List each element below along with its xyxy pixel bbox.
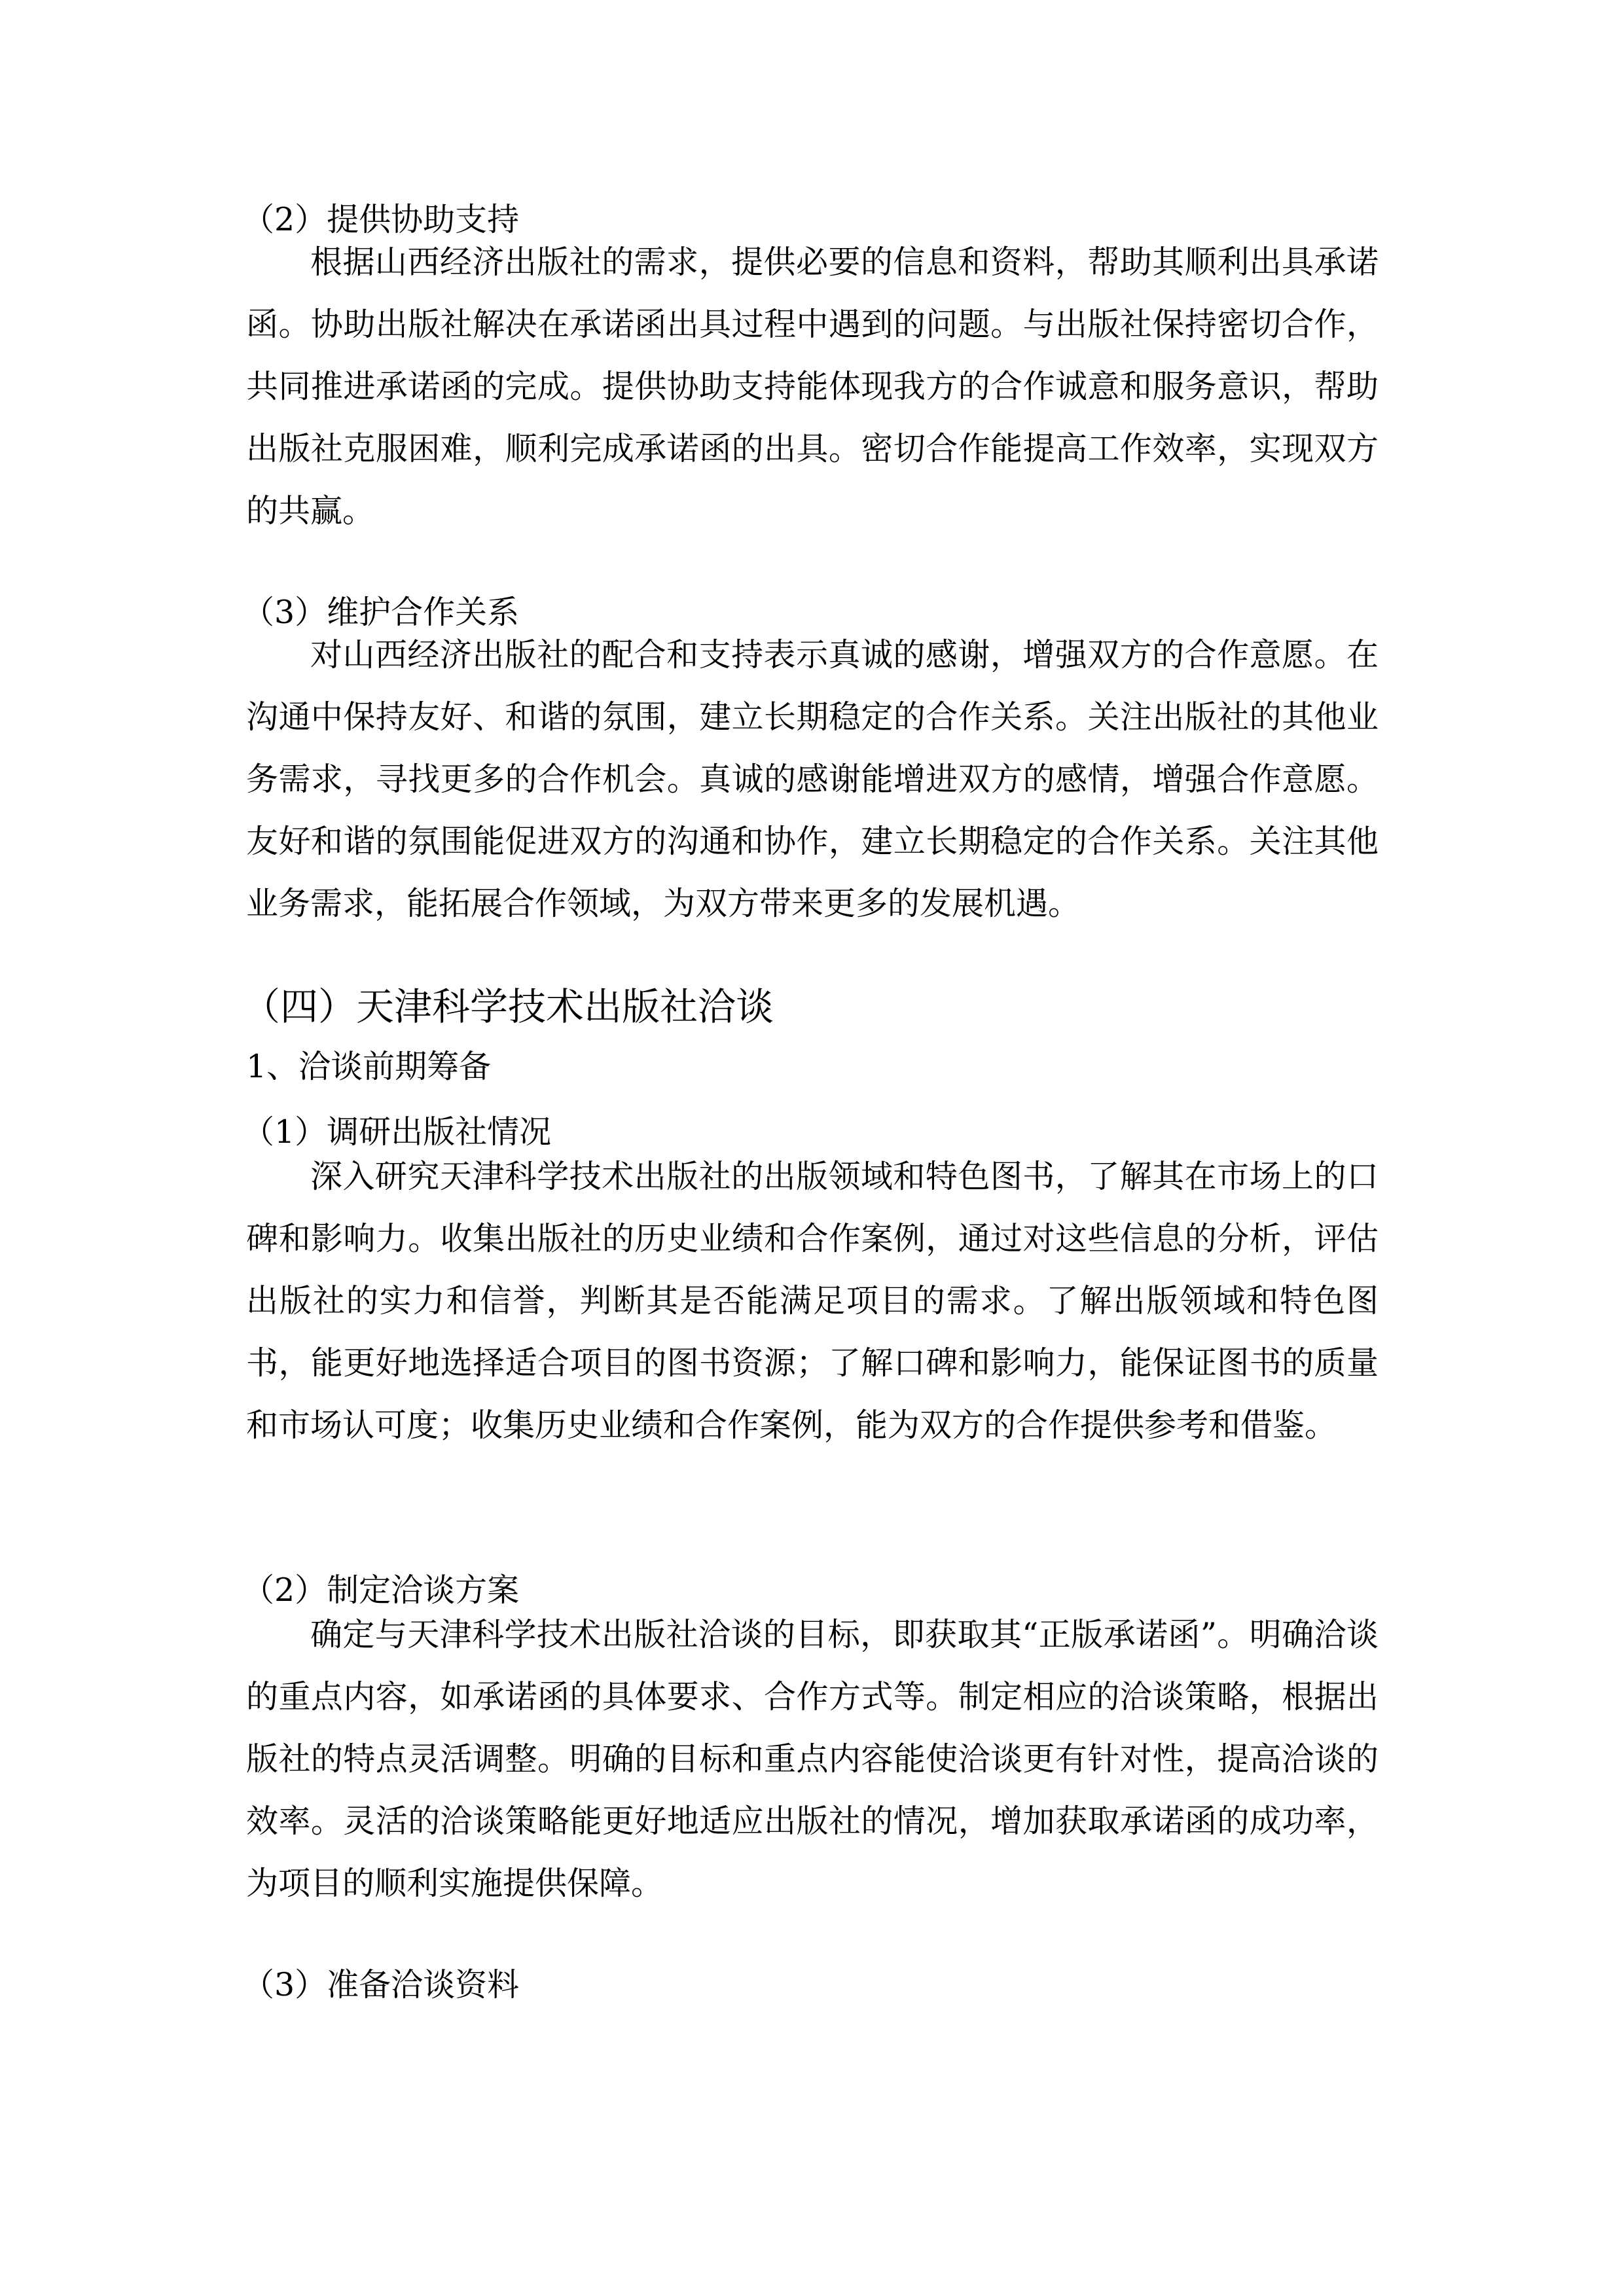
subheading-prepare-materials: （3）准备洽谈资料 bbox=[242, 1966, 520, 2003]
part-heading-preparation: 1、洽谈前期筹备 bbox=[246, 1048, 492, 1085]
paragraph-maintain-relationship: 对山西经济出版社的配合和支持表示真诚的感谢，增强双方的合作意愿。在沟通中保持友好、和谐的氛围，建立长期稳定的合作关系。关注出版社的其他业务需求，寻找更多的合作机会。真诚的感谢能增进双方的感情，增强合作意愿。友好和谐的氛围能促进双方的沟通和协作，建立长期稳定的合作关系。关注其他业务需求，能拓展合作领域，为双方带来更多的发展机遇。 bbox=[246, 636, 1379, 922]
paragraph-negotiation-plan: 确定与天津科学技术出版社洽谈的目标，即获取其“正版承诺函”。明确洽谈的重点内容，如承诺函的具体要求、合作方式等。制定相应的洽谈策略，根据出版社的特点灵活调整。明确的目标和重点内容能使洽谈更有针对性，提高洽谈的效率。灵活的洽谈策略能更好地适应出版社的情况，增加获取承诺函的成功率，为项目的顺利实施提供保障。 bbox=[246, 1616, 1379, 1902]
subheading-provide-support: （2）提供协助支持 bbox=[242, 201, 520, 238]
subheading-research-publisher: （1）调研出版社情况 bbox=[242, 1113, 552, 1151]
paragraph-research-publisher: 深入研究天津科学技术出版社的出版领域和特色图书，了解其在市场上的口碑和影响力。收集出版社的历史业绩和合作案例，通过对这些信息的分析，评估出版社的实力和信誉，判断其是否能满足项目的需求。了解出版领域和特色图书，能更好地选择适合项目的图书资源；了解口碑和影响力，能保证图书的质量和市场认可度；收集历史业绩和合作案例，能为双方的合作提供参考和借鉴。 bbox=[246, 1158, 1379, 1444]
subheading-negotiation-plan: （2）制定洽谈方案 bbox=[242, 1571, 520, 1609]
subheading-maintain-relationship: （3）维护合作关系 bbox=[242, 594, 520, 631]
section-heading-tianjin: （四）天津科学技术出版社洽谈 bbox=[242, 984, 774, 1029]
paragraph-provide-support: 根据山西经济出版社的需求，提供必要的信息和资料，帮助其顺利出具承诺函。协助出版社解决在承诺函出具过程中遇到的问题。与出版社保持密切合作，共同推进承诺函的完成。提供协助支持能体现我方的合作诚意和服务意识，帮助出版社克服困难，顺利完成承诺函的出具。密切合作能提高工作效率，实现双方的共赢。 bbox=[246, 243, 1379, 529]
